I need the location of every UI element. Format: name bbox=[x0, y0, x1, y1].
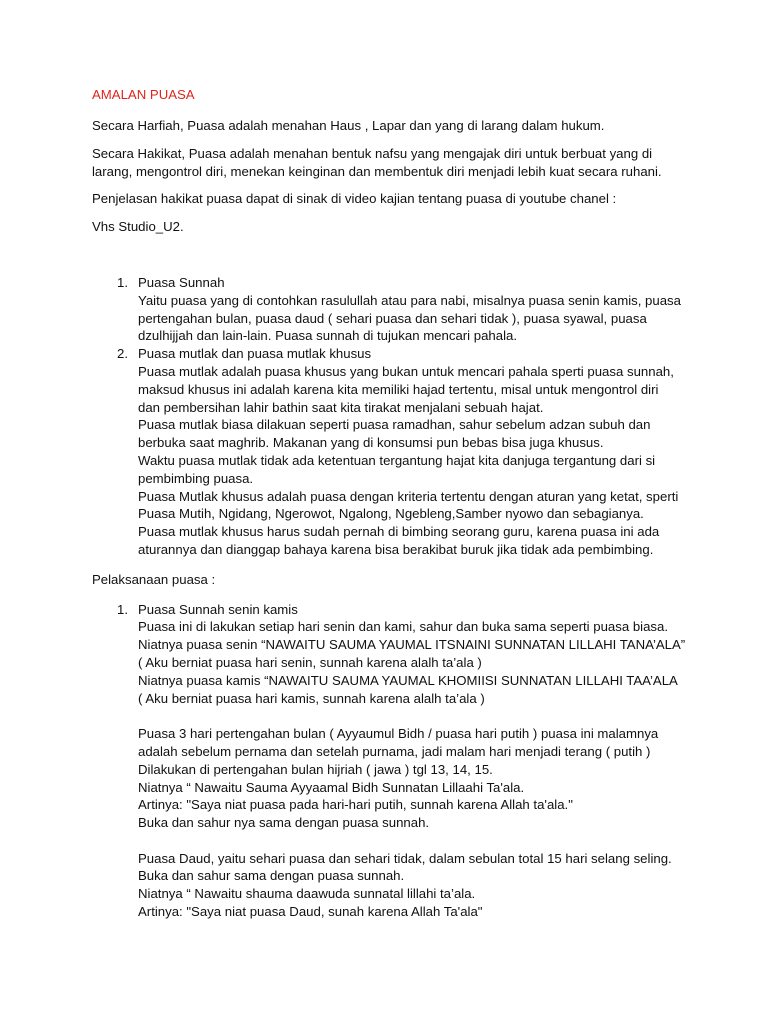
text-line: ( Aku berniat puasa hari kamis, sunnah karena alalh ta’ala ) bbox=[138, 690, 485, 706]
intro-paragraph-video: Penjelasan hakikat puasa dapat di sinak di video kajian tentang puasa di youtube chanel : bbox=[92, 191, 617, 207]
section-heading-pelaksanaan: Pelaksanaan puasa : bbox=[92, 571, 216, 587]
list-item bbox=[92, 345, 692, 559]
puasa-types-list bbox=[92, 274, 692, 559]
blank-line bbox=[138, 707, 692, 725]
text-line: dan pembersihan lahir bathin saat kita tirakat menjalani sebuah hajat. bbox=[138, 399, 544, 415]
list-item bbox=[92, 601, 692, 921]
text-line: Puasa mutlak khusus harus sudah pernah di bimbing seorang guru, karena puasa ini ada bbox=[138, 524, 660, 540]
text-line: Dilakukan di pertengahan bulan hijriah ( jawa ) tgl 13, 14, 15. bbox=[138, 761, 493, 777]
text-line: Puasa ini di lakukan setiap hari senin dan kami, sahur dan buka sama seperti puasa biasa. bbox=[138, 619, 669, 635]
text-line: Puasa Daud, yaitu sehari puasa dan sehari tidak, dalam sebulan total 15 hari selang seling. bbox=[138, 850, 672, 866]
text-line: Artinya: "Saya niat puasa Daud, sunah karena Allah Ta'ala" bbox=[138, 904, 483, 920]
text-line: Puasa Mutih, Ngidang, Ngerowot, Ngalong, Ngebleng,Samber nyowo dan sebagianya. bbox=[138, 506, 644, 522]
list-number: 1. bbox=[117, 601, 128, 617]
text-line: Puasa mutlak biasa dilakuan seperti puasa ramadhan, sahur sebelum adzan subuh dan bbox=[138, 417, 651, 433]
text-line: Puasa Mutlak khusus adalah puasa dengan kriteria tertentu dengan aturan yang ketat, sperti bbox=[138, 488, 679, 504]
text-line: Waktu puasa mutlak tidak ada ketentuan tergantung hajat kita danjuga tergantung dari si bbox=[138, 452, 656, 468]
text-line: pertengahan bulan, puasa daud ( sehari puasa dan sehari tidak ), puasa syawal, puasa bbox=[138, 310, 647, 326]
text-line: dzulhijjah dan lain-lain. Puasa sunnah di tujukan mencari pahala. bbox=[138, 328, 518, 344]
list-number: 1. bbox=[117, 274, 128, 290]
text-line: pembimbing puasa. bbox=[138, 470, 254, 486]
blank-line bbox=[138, 832, 692, 850]
pelaksanaan-list bbox=[92, 601, 692, 921]
list-item bbox=[92, 274, 692, 345]
text-line: ( Aku berniat puasa hari senin, sunnah karena alalh ta’ala ) bbox=[138, 654, 482, 670]
list-number: 2. bbox=[117, 346, 128, 362]
text-line: Niatnya puasa senin “NAWAITU SAUMA YAUMAL ITSNAINI SUNNATAN LILLAHI TANA’ALA” bbox=[138, 637, 686, 653]
document-title: AMALAN PUASA bbox=[92, 87, 195, 102]
text-line: Buka dan sahur nya sama dengan puasa sunnah. bbox=[138, 815, 430, 831]
text-line: Puasa 3 hari pertengahan bulan ( Ayyaumul Bidh / puasa hari putih ) puasa ini malamnya bbox=[138, 726, 659, 742]
document-content bbox=[92, 86, 692, 921]
text-line: adalah sebelum pernama dan setelah purnama, jadi malam hari menjadi terang ( putih ) bbox=[138, 743, 651, 759]
channel-name: Vhs Studio_U2. bbox=[92, 219, 184, 235]
list-item-heading: Puasa Sunnah bbox=[138, 274, 225, 290]
text-line: Buka dan sahur sama dengan puasa sunnah. bbox=[138, 868, 405, 884]
text-line: berbuka saat maghrib. Makanan yang di konsumsi pun bebas bisa juga khusus. bbox=[138, 435, 604, 451]
text-line: Secara Hakikat, Puasa adalah menahan bentuk nafsu yang mengajak diri untuk berbuat yang di bbox=[92, 145, 653, 161]
text-line: Niatnya “ Nawaitu shauma daawuda sunnatal lillahi ta’ala. bbox=[138, 886, 476, 902]
text-line: aturannya dan dianggap bahaya karena bisa berakibat buruk jika tidak ada pembimbing. bbox=[138, 541, 654, 557]
list-item-heading: Puasa mutlak dan puasa mutlak khusus bbox=[138, 346, 372, 362]
text-line: maksud khusus ini adalah karena kita memiliki hajad tertentu, misal untuk mengontrol diri bbox=[138, 381, 659, 397]
text-line: Niatnya puasa kamis “NAWAITU SAUMA YAUMAL KHOMIISI SUNNATAN LILLAHI TAA’ALA bbox=[138, 672, 678, 688]
intro-paragraph-harfiah: Secara Harfiah, Puasa adalah menahan Haus , Lapar dan yang di larang dalam hukum. bbox=[92, 118, 605, 133]
text-line: larang, mengontrol diri, menekan keinginan dan membentuk diri menjadi lebih kuat secara ruhani. bbox=[92, 163, 662, 179]
intro-paragraph-hakikat bbox=[92, 145, 692, 181]
list-item-heading: Puasa Sunnah senin kamis bbox=[138, 601, 298, 617]
text-line: Niatnya “ Nawaitu Sauma Ayyaamal Bidh Sunnatan Lillaahi Ta'ala. bbox=[138, 779, 525, 795]
text-line: Puasa mutlak adalah puasa khusus yang bukan untuk mencari pahala sperti puasa sunnah, bbox=[138, 363, 674, 379]
text-line: Artinya: "Saya niat puasa pada hari-hari putih, sunnah karena Allah ta'ala." bbox=[138, 797, 573, 813]
text-line: Yaitu puasa yang di contohkan rasulullah atau para nabi, misalnya puasa senin kamis, puasa bbox=[138, 292, 681, 308]
